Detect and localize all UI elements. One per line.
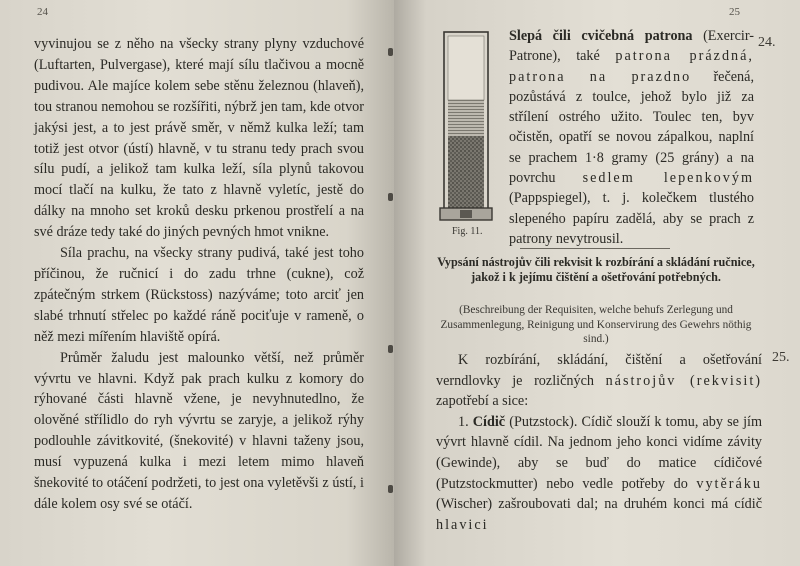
text-run: (Exercir-Patrone), také	[509, 28, 754, 65]
paragraph-title: Slepá čili cvičebná patrona	[509, 28, 693, 44]
section-subheading: (Beschreibung der Requisiten, welche behufs Zerlegung und Zusammenlegung, Reinigung und Konservirung des Gewehrs nöthig sind.)	[440, 304, 752, 346]
tools-paragraph	[436, 350, 762, 535]
spaced-text: patrona prázdná, patrona na prazdno	[509, 48, 754, 85]
binding-stitch	[388, 345, 393, 353]
text-run: (Putzstock). Cídič slouží k tomu, aby se jím vývrt hlavně cídil. Na jednom jeho konci vidíme závity (Gewinde), aby se buď do matice cídičové (Putzstockmutter) nebo vedle potřeby do	[436, 413, 762, 492]
section-divider	[520, 248, 670, 249]
binding-stitch	[388, 193, 393, 201]
text-run: K rozbírání, skládání, čištění a ošetřování verndlovky je rozličných	[436, 352, 762, 389]
margin-paragraph-number: 24.	[758, 35, 776, 50]
page-number-left: 24	[37, 6, 48, 18]
binding-stitch	[388, 485, 393, 493]
paragraph: vyvinujou se z něho na všecky strany plyny vzduchové (Luftarten, Pulvergase), které mají sílu tlačivou a mocně pudivou. Ale majíce kolem sebe stěnu železnou (hlaveň), tou stranou nemohou se rozšířiti, nýbrž jen tam, kde otvor jakýsi jest, a to jest právě směr, v němž kulka leží; tam totiž jest otvor (ústí) hlavně, v tu stranu tedy prach svou sílu pudí, a jelikož tam kulka leží, síla plynů takovou mocí tlačí na kulku, že tato z hlavně vyletíc, jestě do dálky na mnoho set kroků desku prkenou prostřelí a na své dráze tedy také do jiných pevných hmot vnikne.	[34, 36, 364, 241]
figure-caption: Fig. 11.	[452, 226, 483, 237]
page-number-right: 25	[729, 6, 740, 18]
text-run: (Pappspiegel), t. j. kolečkem tlustého slepeného papíru zadělá, aby se prach z patrony nevytrousil.	[509, 190, 754, 247]
left-page-text	[34, 34, 364, 515]
text-run: řečená, pozůstává z toulce, jehož bylo již za střílení ostrého užito. Toulec ten, byv očistěn, opatří se novou zápalkou, naplní se prachem 1·8 gramy (25 grány) a na povrchu	[509, 68, 754, 187]
margin-paragraph-number: 25.	[772, 350, 790, 365]
text-run: (Wischer) zašroubovati dal; na druhém konci má cídič	[436, 496, 762, 513]
item-number: 1.	[458, 413, 469, 430]
section-heading: Vypsání nástrojův čili rekvisit k rozbírání a skládání ručnice, jakož i k jejímu čištění a ošetřování potřebných.	[437, 255, 755, 284]
paragraph: Síla prachu, na všecky strany pudivá, také jest toho příčinou, že ručnicí i do zadu trhne (cukne), což zpátečným strkem (Rückstoss) nazýváme; toto arciť jen slabé trhnutí střelec po každé ráně pociťuje v rameně, o něž mezi mířením hlaviště opírá.	[34, 245, 364, 345]
blank-cartridge-paragraph	[509, 26, 754, 249]
spaced-text: nástrojův (rekvisit)	[605, 372, 762, 389]
text-run: zapotřebí a sice:	[436, 393, 529, 410]
spaced-text: vytěráku	[696, 475, 762, 492]
spaced-text: sedlem lepenkovým	[582, 170, 754, 187]
spaced-text: hlavici	[436, 516, 489, 533]
paragraph: Průměr žaludu jest malounko větší, než průměr vývrtu ve hlavni. Když pak prach kulku z komory do rýhované části hlavně vžene, je nevyhnutedlno, že olověné střílidlo do ryh vývrtu se zaryje, a jelikož rýhy podlouhle závitkovité, (šnekovité) v hlavni taženy jsou, musí vypuzená kulka i mezi letem mimo hlaveň šnekovité to otáčení podržeti, to jest ona vyletěvši z ústí, i dále kolem osy své se otáčí.	[34, 349, 364, 512]
cartridge-illustration	[436, 30, 498, 226]
binding-stitch	[388, 48, 393, 56]
item-title: Cídič	[472, 413, 506, 430]
left-page	[0, 0, 394, 566]
